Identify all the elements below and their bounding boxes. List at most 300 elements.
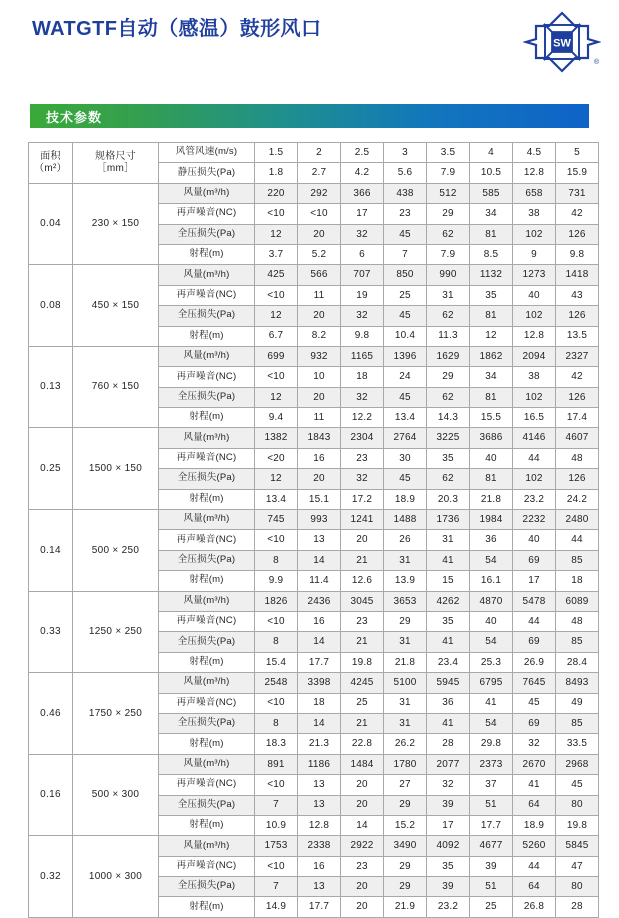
data-value: 3.7 [255, 244, 298, 264]
data-value: 18.9 [384, 489, 427, 509]
data-value: 20 [341, 897, 384, 917]
data-value: 9.8 [341, 326, 384, 346]
data-value: 29 [384, 795, 427, 815]
data-value: 20 [298, 306, 341, 326]
data-value: 22.8 [341, 734, 384, 754]
data-value: 126 [556, 469, 599, 489]
data-value: 8.2 [298, 326, 341, 346]
param-label: 射程(m) [159, 326, 255, 346]
param-label: 射程(m) [159, 244, 255, 264]
cell-area: 0.32 [29, 836, 73, 918]
data-value: 3225 [427, 428, 470, 448]
table-row [29, 428, 599, 448]
data-value: 54 [470, 632, 513, 652]
param-label: 风量(m³/h) [159, 346, 255, 366]
data-value: 30 [384, 448, 427, 468]
param-label: 再声噪音(NC) [159, 285, 255, 305]
data-value: 51 [470, 795, 513, 815]
column-header-area: 面积 （m²） [29, 143, 73, 184]
param-label: 射程(m) [159, 571, 255, 591]
data-value: 102 [513, 224, 556, 244]
data-value: 48 [556, 611, 599, 631]
data-value: 2670 [513, 754, 556, 774]
data-value: 2338 [298, 836, 341, 856]
velocity-value: 3.5 [427, 143, 470, 163]
data-value: 28 [427, 734, 470, 754]
data-value: 40 [513, 530, 556, 550]
data-value: 14.3 [427, 408, 470, 428]
data-value: 1382 [255, 428, 298, 448]
data-value: 438 [384, 183, 427, 203]
cell-size: 450 × 150 [73, 265, 159, 347]
data-value: 39 [427, 795, 470, 815]
table-row [29, 836, 599, 856]
data-value: 2922 [341, 836, 384, 856]
velocity-value: 5 [556, 143, 599, 163]
data-value: 31 [384, 550, 427, 570]
data-value: 64 [513, 795, 556, 815]
velocity-value: 2 [298, 143, 341, 163]
data-value: 12 [470, 326, 513, 346]
data-value: 36 [427, 693, 470, 713]
data-value: 19.8 [341, 652, 384, 672]
data-value: 17.2 [341, 489, 384, 509]
data-value: 12.8 [513, 326, 556, 346]
data-value: 34 [470, 204, 513, 224]
data-value: 993 [298, 510, 341, 530]
data-value: 14 [341, 815, 384, 835]
data-value: 18 [341, 367, 384, 387]
data-value: 48 [556, 448, 599, 468]
data-value: 13 [298, 530, 341, 550]
data-value: 35 [427, 611, 470, 631]
param-label: 风量(m³/h) [159, 673, 255, 693]
data-value: 2764 [384, 428, 427, 448]
static-pressure-value: 1.8 [255, 163, 298, 183]
cell-area: 0.04 [29, 183, 73, 265]
data-value: 1484 [341, 754, 384, 774]
data-value: 19.8 [556, 815, 599, 835]
cell-size: 760 × 150 [73, 346, 159, 428]
data-value: 42 [556, 367, 599, 387]
param-label: 风量(m³/h) [159, 183, 255, 203]
data-value: 12 [255, 469, 298, 489]
data-value: 12.2 [341, 408, 384, 428]
param-label: 全压损失(Pa) [159, 224, 255, 244]
data-value: 2304 [341, 428, 384, 448]
param-label: 射程(m) [159, 652, 255, 672]
data-value: 3045 [341, 591, 384, 611]
data-value: 85 [556, 713, 599, 733]
data-value: 20 [298, 387, 341, 407]
data-value: 31 [384, 632, 427, 652]
data-value: 12 [255, 387, 298, 407]
data-value: 23.2 [427, 897, 470, 917]
data-value: 2094 [513, 346, 556, 366]
data-value: 20.3 [427, 489, 470, 509]
param-label: 再声噪音(NC) [159, 204, 255, 224]
data-value: 102 [513, 306, 556, 326]
param-label: 再声噪音(NC) [159, 367, 255, 387]
data-value: 5945 [427, 673, 470, 693]
data-value: 7 [255, 877, 298, 897]
data-value: 1186 [298, 754, 341, 774]
cell-size: 500 × 250 [73, 510, 159, 592]
data-value: 12.8 [298, 815, 341, 835]
data-value: 658 [513, 183, 556, 203]
data-value: 126 [556, 224, 599, 244]
data-value: <10 [255, 775, 298, 795]
data-value: 13.4 [255, 489, 298, 509]
data-value: 731 [556, 183, 599, 203]
data-value: 38 [513, 204, 556, 224]
data-value: 3490 [384, 836, 427, 856]
section-banner [30, 104, 589, 128]
data-value: <20 [255, 448, 298, 468]
param-label: 再声噪音(NC) [159, 856, 255, 876]
data-value: 11 [298, 285, 341, 305]
data-value: 17.7 [298, 652, 341, 672]
velocity-value: 1.5 [255, 143, 298, 163]
data-value: 11.3 [427, 326, 470, 346]
data-value: 14 [298, 713, 341, 733]
data-value: 23 [341, 856, 384, 876]
param-label: 风量(m³/h) [159, 510, 255, 530]
data-value: 45 [384, 306, 427, 326]
registered-trademark-symbol: ® [593, 59, 599, 66]
data-value: 26.2 [384, 734, 427, 754]
cell-area: 0.08 [29, 265, 73, 347]
param-label: 风量(m³/h) [159, 428, 255, 448]
data-value: 62 [427, 387, 470, 407]
data-value: <10 [255, 530, 298, 550]
data-value: 2480 [556, 510, 599, 530]
company-logo [523, 10, 601, 74]
data-value: 51 [470, 877, 513, 897]
data-value: <10 [255, 693, 298, 713]
param-label: 再声噪音(NC) [159, 448, 255, 468]
data-value: 13 [298, 775, 341, 795]
data-value: 40 [513, 285, 556, 305]
data-value: 28 [556, 897, 599, 917]
data-value: 14 [298, 632, 341, 652]
data-value: 35 [427, 448, 470, 468]
param-label: 全压损失(Pa) [159, 713, 255, 733]
data-value: 41 [427, 550, 470, 570]
data-value: 1132 [470, 265, 513, 285]
data-value: 27 [384, 775, 427, 795]
data-value: 69 [513, 550, 556, 570]
section-banner-label: 技术参数 [46, 109, 103, 125]
data-value: 44 [513, 856, 556, 876]
data-value: 4870 [470, 591, 513, 611]
cell-size: 1750 × 250 [73, 673, 159, 755]
data-value: 7645 [513, 673, 556, 693]
data-value: 81 [470, 469, 513, 489]
param-label: 射程(m) [159, 897, 255, 917]
static-pressure-value: 12.8 [513, 163, 556, 183]
data-value: 64 [513, 877, 556, 897]
static-pressure-value: 7.9 [427, 163, 470, 183]
data-value: 4146 [513, 428, 556, 448]
data-value: 5478 [513, 591, 556, 611]
data-value: 17 [427, 815, 470, 835]
data-value: 23 [341, 611, 384, 631]
velocity-value: 4 [470, 143, 513, 163]
param-label: 射程(m) [159, 815, 255, 835]
param-label: 风量(m³/h) [159, 265, 255, 285]
data-value: 32 [341, 306, 384, 326]
data-value: 16.5 [513, 408, 556, 428]
data-value: 45 [384, 387, 427, 407]
data-value: 29 [427, 367, 470, 387]
data-value: 31 [384, 693, 427, 713]
data-value: 8 [255, 713, 298, 733]
data-value: 81 [470, 387, 513, 407]
data-value: 4245 [341, 673, 384, 693]
data-value: 49 [556, 693, 599, 713]
data-value: 41 [470, 693, 513, 713]
data-value: 21 [341, 632, 384, 652]
velocity-value: 3 [384, 143, 427, 163]
data-value: 69 [513, 632, 556, 652]
table-row [29, 265, 599, 285]
data-value: 4092 [427, 836, 470, 856]
data-value: 80 [556, 795, 599, 815]
data-value: 45 [384, 224, 427, 244]
data-value: 42 [556, 204, 599, 224]
data-value: 20 [341, 877, 384, 897]
velocity-value: 2.5 [341, 143, 384, 163]
data-value: 40 [470, 611, 513, 631]
data-value: <10 [255, 285, 298, 305]
data-value: 10.4 [384, 326, 427, 346]
data-value: <10 [255, 367, 298, 387]
data-value: 566 [298, 265, 341, 285]
cell-size: 1500 × 150 [73, 428, 159, 510]
data-value: 36 [470, 530, 513, 550]
data-value: <10 [255, 856, 298, 876]
data-value: 40 [470, 448, 513, 468]
data-value: 14.9 [255, 897, 298, 917]
data-value: 35 [427, 856, 470, 876]
data-value: 512 [427, 183, 470, 203]
data-value: 2968 [556, 754, 599, 774]
table-row [29, 754, 599, 774]
data-value: 32 [341, 387, 384, 407]
param-label: 全压损失(Pa) [159, 877, 255, 897]
data-value: 2373 [470, 754, 513, 774]
data-value: 29.8 [470, 734, 513, 754]
data-value: 18 [298, 693, 341, 713]
data-value: 292 [298, 183, 341, 203]
data-value: <10 [255, 204, 298, 224]
static-pressure-value: 5.6 [384, 163, 427, 183]
data-value: 7.9 [427, 244, 470, 264]
param-label: 再声噪音(NC) [159, 611, 255, 631]
data-value: 17.7 [298, 897, 341, 917]
data-value: 32 [341, 224, 384, 244]
static-pressure-value: 2.7 [298, 163, 341, 183]
data-value: 126 [556, 387, 599, 407]
param-label: 射程(m) [159, 734, 255, 754]
data-value: 38 [513, 367, 556, 387]
data-value: 11.4 [298, 571, 341, 591]
data-value: 10 [298, 367, 341, 387]
data-value: 45 [513, 693, 556, 713]
data-value: 7 [255, 795, 298, 815]
velocity-value: 4.5 [513, 143, 556, 163]
cell-size: 1250 × 250 [73, 591, 159, 673]
spec-table-container [28, 142, 589, 918]
param-label: 全压损失(Pa) [159, 306, 255, 326]
data-value: 44 [556, 530, 599, 550]
data-value: 26 [384, 530, 427, 550]
data-value: 20 [298, 469, 341, 489]
data-value: 2436 [298, 591, 341, 611]
param-label: 射程(m) [159, 408, 255, 428]
table-header-row-velocity [29, 143, 599, 163]
data-value: 62 [427, 224, 470, 244]
data-value: 707 [341, 265, 384, 285]
data-value: 45 [384, 469, 427, 489]
table-row [29, 673, 599, 693]
data-value: 102 [513, 387, 556, 407]
data-value: 4677 [470, 836, 513, 856]
data-value: 2327 [556, 346, 599, 366]
param-label: 风量(m³/h) [159, 754, 255, 774]
data-value: 102 [513, 469, 556, 489]
data-value: 15.2 [384, 815, 427, 835]
data-value: 13.9 [384, 571, 427, 591]
data-value: 25 [384, 285, 427, 305]
data-value: 9 [513, 244, 556, 264]
data-value: 1488 [384, 510, 427, 530]
data-value: 28.4 [556, 652, 599, 672]
data-value: 23.4 [427, 652, 470, 672]
data-value: 35 [470, 285, 513, 305]
data-value: 14 [298, 550, 341, 570]
data-value: 8.5 [470, 244, 513, 264]
data-value: 1165 [341, 346, 384, 366]
data-value: 2232 [513, 510, 556, 530]
logo-mark-text: SW [553, 37, 571, 50]
data-value: 21.8 [384, 652, 427, 672]
data-value: 29 [384, 877, 427, 897]
data-value: 54 [470, 550, 513, 570]
data-value: 5100 [384, 673, 427, 693]
data-value: 8493 [556, 673, 599, 693]
data-value: 24.2 [556, 489, 599, 509]
param-label: 全压损失(Pa) [159, 387, 255, 407]
data-value: 47 [556, 856, 599, 876]
data-value: 1396 [384, 346, 427, 366]
cell-area: 0.25 [29, 428, 73, 510]
data-value: 850 [384, 265, 427, 285]
data-value: 23.2 [513, 489, 556, 509]
data-value: 31 [427, 530, 470, 550]
param-label-static-pressure: 静压损失(Pa) [159, 163, 255, 183]
cell-area: 0.13 [29, 346, 73, 428]
data-value: 12.6 [341, 571, 384, 591]
data-value: 6.7 [255, 326, 298, 346]
sw-diamond-logo-icon [523, 10, 601, 74]
data-value: 126 [556, 306, 599, 326]
data-value: 8 [255, 550, 298, 570]
data-value: 7 [384, 244, 427, 264]
data-value: 34 [470, 367, 513, 387]
data-value: 3398 [298, 673, 341, 693]
data-value: 4262 [427, 591, 470, 611]
data-value: 6 [341, 244, 384, 264]
data-value: 1241 [341, 510, 384, 530]
data-value: 5.2 [298, 244, 341, 264]
data-value: 26.9 [513, 652, 556, 672]
data-value: 24 [384, 367, 427, 387]
data-value: 29 [384, 856, 427, 876]
table-row [29, 346, 599, 366]
data-value: 20 [298, 224, 341, 244]
data-value: 9.9 [255, 571, 298, 591]
data-value: 15 [427, 571, 470, 591]
param-label: 全压损失(Pa) [159, 795, 255, 815]
data-value: 2077 [427, 754, 470, 774]
param-label: 射程(m) [159, 489, 255, 509]
param-label: 再声噪音(NC) [159, 775, 255, 795]
param-label: 再声噪音(NC) [159, 530, 255, 550]
data-value: 80 [556, 877, 599, 897]
data-value: 745 [255, 510, 298, 530]
static-pressure-value: 15.9 [556, 163, 599, 183]
data-value: 8 [255, 632, 298, 652]
data-value: 43 [556, 285, 599, 305]
param-label: 全压损失(Pa) [159, 469, 255, 489]
data-value: 6089 [556, 591, 599, 611]
data-value: 62 [427, 469, 470, 489]
data-value: <10 [255, 611, 298, 631]
data-value: 1780 [384, 754, 427, 774]
data-value: 81 [470, 306, 513, 326]
data-value: 25 [341, 693, 384, 713]
data-value: 17.4 [556, 408, 599, 428]
table-row [29, 183, 599, 203]
table-row [29, 591, 599, 611]
data-value: 85 [556, 632, 599, 652]
data-value: 5845 [556, 836, 599, 856]
technical-parameters-table [28, 142, 599, 918]
data-value: 16.1 [470, 571, 513, 591]
param-label: 风量(m³/h) [159, 591, 255, 611]
data-value: 26.8 [513, 897, 556, 917]
data-value: 585 [470, 183, 513, 203]
data-value: 21 [341, 550, 384, 570]
data-value: 1629 [427, 346, 470, 366]
data-value: 1418 [556, 265, 599, 285]
data-value: 1843 [298, 428, 341, 448]
data-value: 1273 [513, 265, 556, 285]
data-value: 13 [298, 795, 341, 815]
data-value: 15.4 [255, 652, 298, 672]
param-label-duct-velocity: 风管风速(m/s) [159, 143, 255, 163]
data-value: 20 [341, 530, 384, 550]
data-value: 16 [298, 611, 341, 631]
param-label: 全压损失(Pa) [159, 632, 255, 652]
data-value: 932 [298, 346, 341, 366]
data-value: 5260 [513, 836, 556, 856]
data-value: 18.9 [513, 815, 556, 835]
cell-size: 230 × 150 [73, 183, 159, 265]
data-value: 41 [427, 632, 470, 652]
